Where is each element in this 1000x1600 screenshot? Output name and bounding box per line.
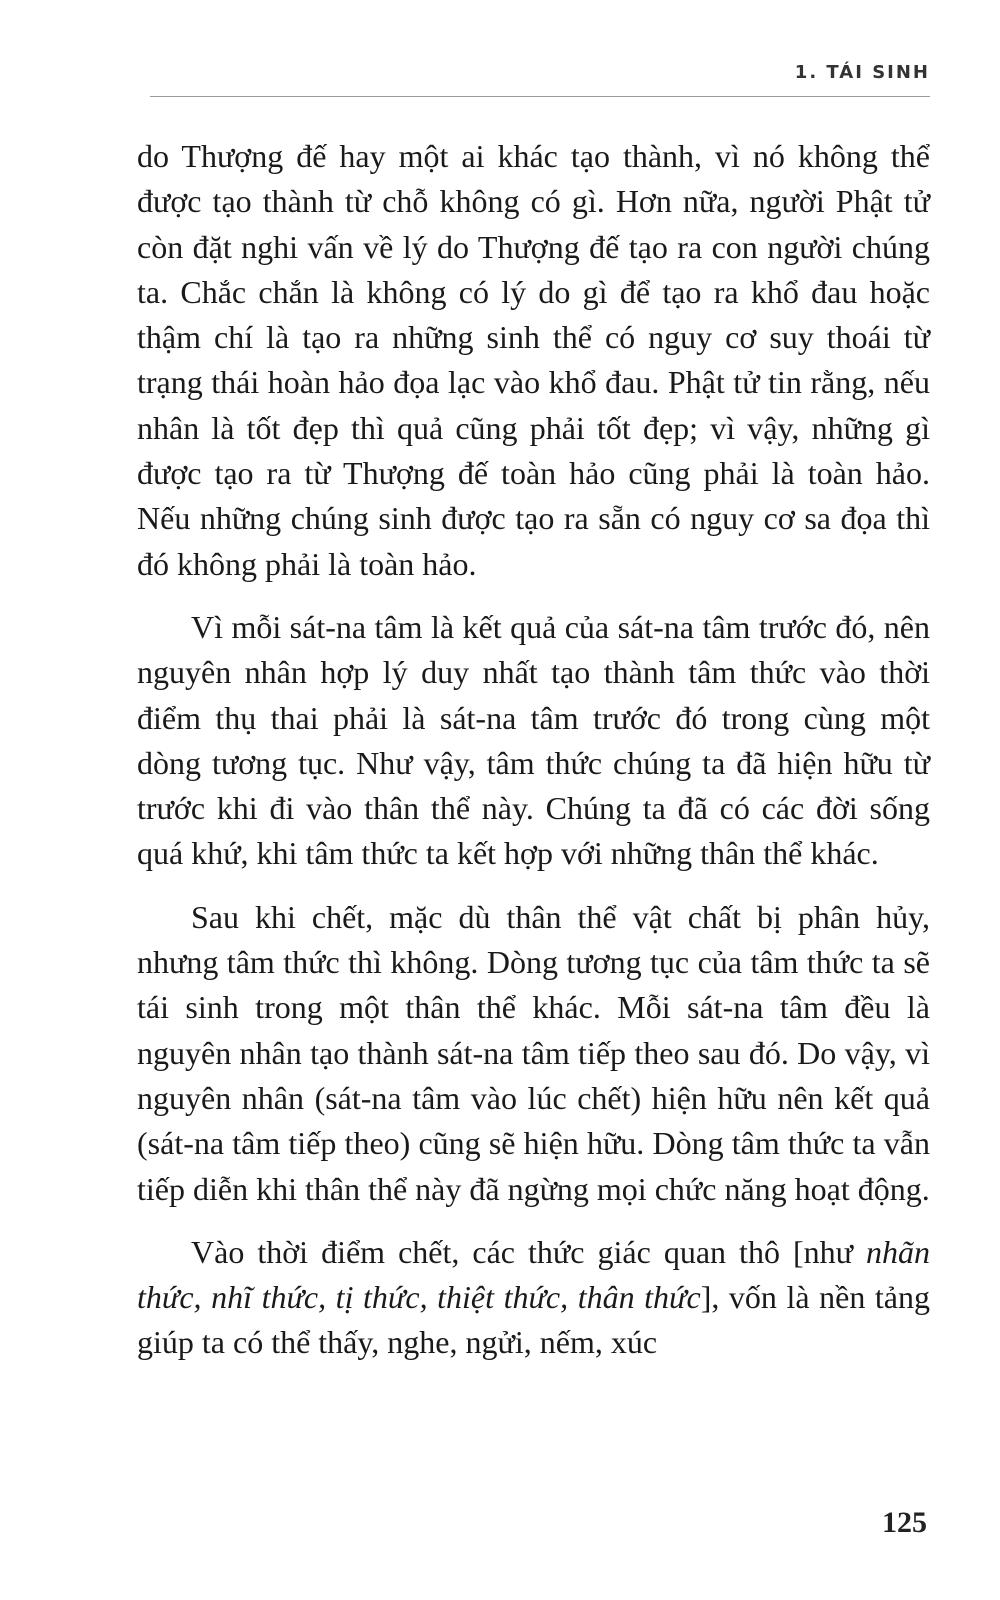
- paragraph-2: Vì mỗi sát-na tâm là kết quả của sát-na tâm trước đó, nên nguyên nhân hợp lý duy nhất tạo thành tâm thức vào thời điểm thụ thai phải là sát-na tâm trước đó trong cùng một dòng tương tục. Như vậy, tâm thức chúng ta đã hiện hữu từ trước khi đi vào thân thể này. Chúng ta đã có các đời sống quá khứ, khi tâm thức ta kết hợp với những thân thể khác.: [137, 608, 930, 872]
- page-body: [137, 134, 930, 1384]
- paragraph-4-text-start: Vào thời điểm chết, các thức giác quan thô [như: [191, 1233, 866, 1270]
- paragraph-4-text-end: ], vốn là nền tảng giúp ta có thể thấy, nghe, ngửi, nếm, xúc: [137, 1279, 931, 1361]
- paragraph-4: [137, 1230, 930, 1366]
- paragraph-4-italic-terms: nhãn thức, nhĩ thức, tị thức, thiệt thức, thân thức: [137, 1233, 930, 1316]
- paragraph-1: do Thượng đế hay một ai khác tạo thành, vì nó không thể được tạo thành từ chỗ không có gì. Hơn nữa, người Phật tử còn đặt nghi vấn về lý do Thượng đế tạo ra con người chúng ta. Chắc chắn là không có lý do gì để tạo ra khổ đau hoặc thậm chí là tạo ra những sinh thể có nguy cơ suy thoái từ trạng thái hoàn hảo đọa lạc vào khổ đau. Phật tử tin rằng, nếu nhân là tốt đẹp thì quả cũng phải tốt đẹp; vì vậy, những gì được tạo ra từ Thượng đế toàn hảo cũng phải là toàn hảo. Nếu những chúng sinh được tạo ra sẵn có nguy cơ sa đọa thì đó không phải là toàn hảo.: [137, 138, 930, 582]
- paragraph-3: Sau khi chết, mặc dù thân thể vật chất bị phân hủy, nhưng tâm thức thì không. Dòng tương tục của tâm thức ta sẽ tái sinh trong một thân thể khác. Mỗi sát-na tâm đều là nguyên nhân tạo thành sát-na tâm tiếp theo sau đó. Do vậy, vì nguyên nhân (sát-na tâm vào lúc chết) hiện hữu nên kết quả (sát-na tâm tiếp theo) cũng sẽ hiện hữu. Dòng tâm thức ta vẫn tiếp diễn khi thân thể này đã ngừng mọi chức năng hoạt động.: [137, 898, 930, 1207]
- running-header: [150, 60, 930, 97]
- page-number: 125: [882, 1506, 927, 1539]
- chapter-title: 1. TÁI SINH: [794, 62, 930, 83]
